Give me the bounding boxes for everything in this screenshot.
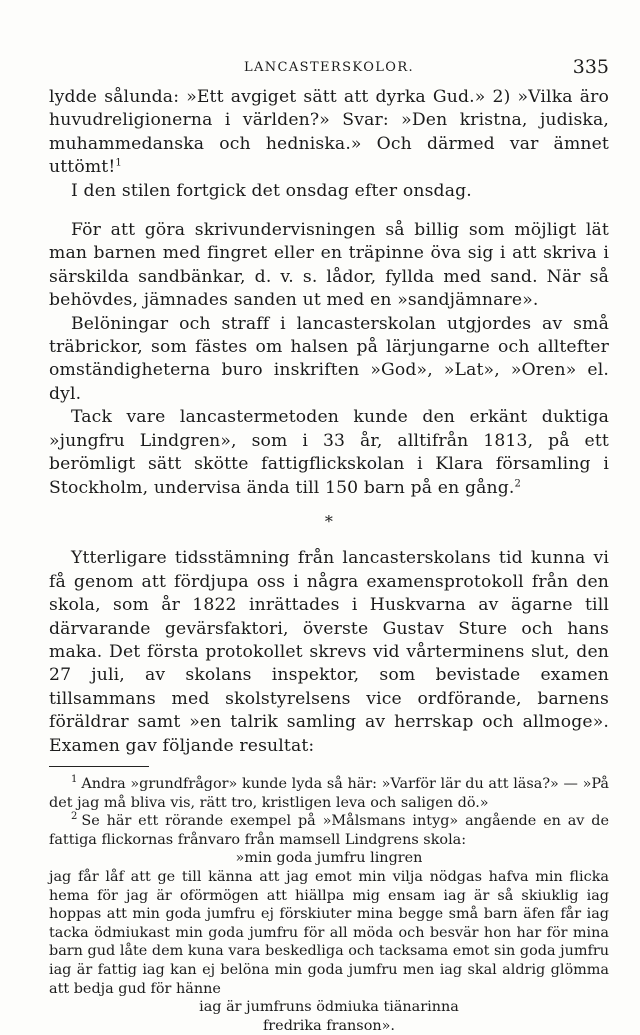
footnote-2 (49, 812, 609, 849)
paragraph-5 (49, 406, 609, 500)
letter-body: jag får låf att ge till känna att jag emot min vilja nödgas hafva min flicka hema för jag är oförmögen att hiällpa mig ensam iag är så skiuklig iag hoppas att min goda jumfru ej förskiuter mina begge små barn äfen får iag tacka ödmiukast min goda jumfru för all möda och besvär hon har för mina barn gud låte dem kuna vara beskedliga och tacksama emot sin goda jumfru iag är fattig iag kan ej belöna min goda jumfru men iag skal aldrig glömma att bedja gud för hänne (49, 868, 609, 997)
page-number: 335 (572, 56, 609, 78)
paragraph-4: Belöningar och straff i lancasterskolan utgjordes av små träbrickor, som fästes om halsen på lärjungarne och alltefter omständigheterna buro inskriften »God», »Lat», »Oren» el. dyl. (49, 313, 609, 404)
letter-salutation: »min goda jumfru lingren (235, 850, 423, 867)
page-header (49, 56, 609, 86)
paragraph-1 (49, 86, 609, 180)
footnote-ref-2: 2 (514, 477, 522, 489)
paragraph-5-text: Tack vare lancastermetoden kunde den erkänt duktiga »jungfru Lindgren», som i 33 år, alltifrån 1813, på ett berömligt sätt skötte fattigflickskolan i Klara församling i Stockholm, undervisa ända till 150 barn på en gång. (49, 407, 609, 498)
letter-closing: iag är jumfruns ödmiuka tiänarinna (199, 999, 459, 1016)
footnotes (49, 775, 609, 1035)
paragraph-6: Ytterligare tidsstämning från lancasterskolans tid kunna vi få genom att fördjupa oss i några examensprotokoll från den skola, som år 1822 inrättades i Huskvarna av ägarne till därvarande gevärsfaktori, överste Gustav Sture och hans maka. Det första protokollet skrevs vid vårterminens slut, den 27 juli, av skolans inspektor, som bevistade examen tillsammans med skolstyrelsens vice ordförande, barnens föräldrar samt »en talrik samling av herrskap och allmoge». Examen gav följande resultat: (49, 548, 609, 756)
quoted-letter (49, 849, 609, 1035)
book-page (49, 56, 609, 1035)
paragraph-3: För att göra skrivundervisningen så billig som möjligt lät man barnen med fingret eller en träpinne öva sig i att skriva i särskilda sandbänkar, d. v. s. lådor, fyllda med sand. När så behövdes, jämnades sanden ut med en »sandjämnare». (49, 220, 609, 311)
section-separator: * (324, 511, 334, 531)
footnote-2-number: 2 (71, 811, 78, 823)
footnote-1 (49, 775, 609, 812)
paragraph-gap (49, 203, 609, 219)
footnote-2-text: Se här ett rörande exempel på »Målsmans intyg» angående en av de fattiga flickornas frånvaro från mamsell Lindgrens skola: (49, 813, 609, 848)
main-text (49, 86, 609, 758)
footnote-ref-1: 1 (115, 157, 122, 169)
running-head: LANCASTERSKOLOR. (243, 60, 415, 75)
paragraph-2: I den stilen fortgick det onsdag efter onsdag. (71, 180, 472, 201)
footnote-rule (49, 766, 149, 767)
footnote-1-text: Andra »grundfrågor» kunde lyda så här: »Varför lär du att läsa?» — »På det jag må bliva vis, rätt tro, kristligen leva och saligen dö.» (49, 775, 609, 811)
footnote-1-number: 1 (71, 774, 78, 786)
letter-signature: fredrika franson». (262, 1017, 396, 1034)
paragraph-1-text: lydde sålunda: »Ett avgiget sätt att dyrka Gud.» 2) »Vilka äro huvudreligionerna i världen?» Svar: »Den kristna, judiska, muhammedanska och hedniska.» Och därmed var ämnet uttömt! (49, 87, 609, 178)
